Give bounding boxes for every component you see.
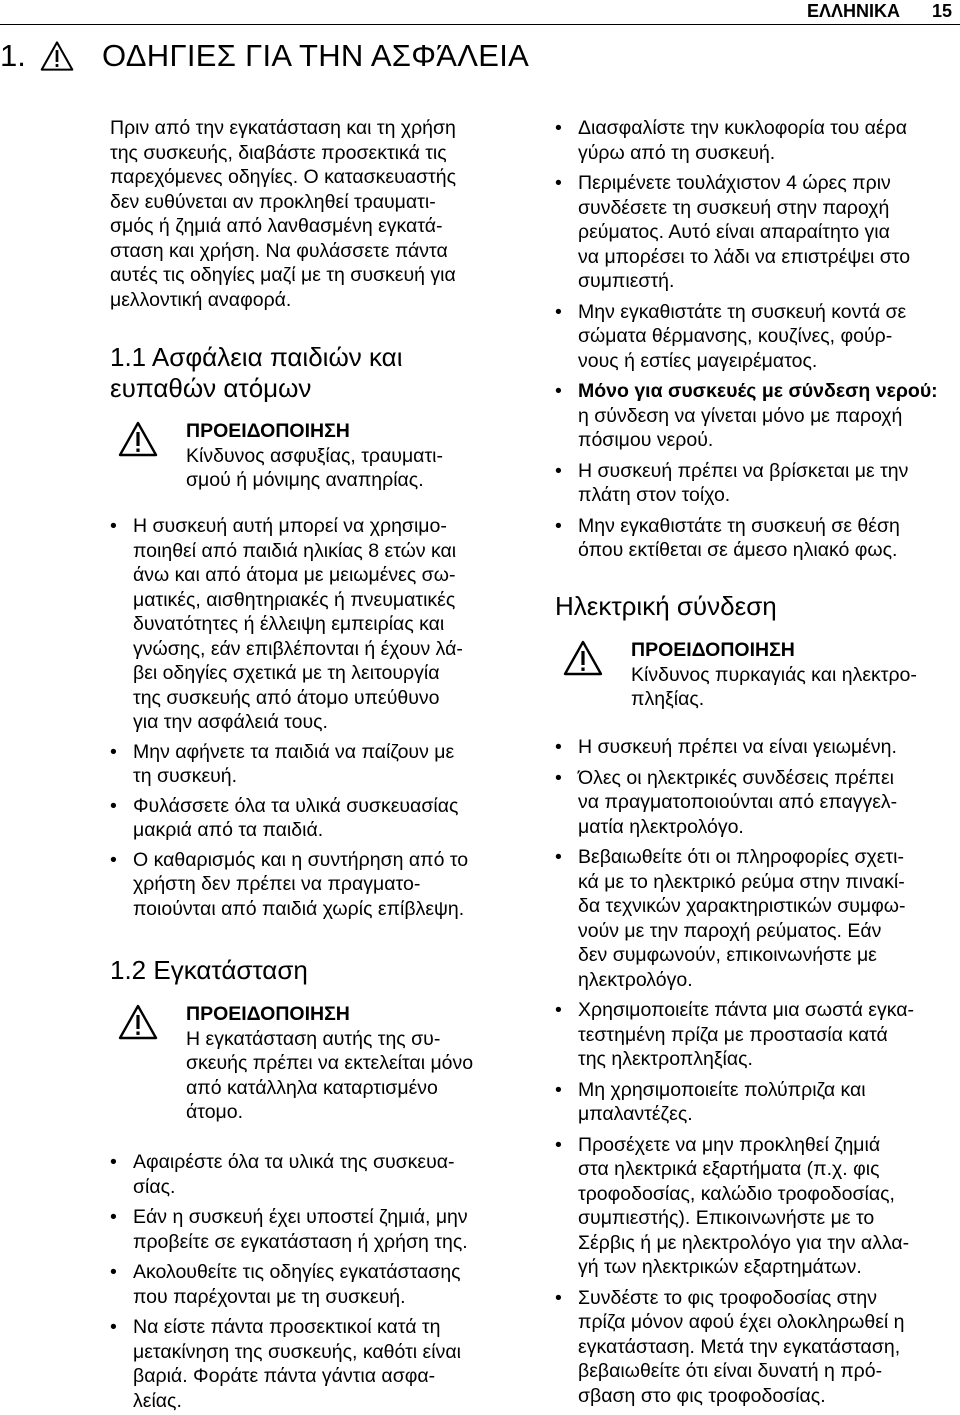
list-item (555, 379, 960, 453)
list-item (555, 1078, 960, 1127)
list-item-line: • Φυλάσσετε όλα τα υλικά συσκευασίας (133, 794, 459, 817)
list-item-line: που παρέχονται με τη συσκευή. (133, 1285, 406, 1308)
list-item-line: ματία ηλεκτρολόγο. (578, 815, 744, 838)
list-item-line: προβείτε σε εγκατάσταση ή χρήση της. (133, 1230, 468, 1253)
list-item-line: • Μην εγκαθιστάτε τη συσκευή κοντά σε (578, 300, 907, 323)
page-number: 15 (924, 1, 952, 22)
electrical-bullet-list (555, 735, 960, 1408)
intro-line: σταση και χρήση. Να φυλάσσετε πάντα (110, 239, 448, 262)
list-item-line: σώματα θέρμανσης, κουζίνες, φούρ- (578, 325, 893, 347)
list-item-line: να μπορέσει το λάδι να επιστρέψει στο (578, 245, 911, 268)
list-item-line: ποιηθεί από παιδιά ηλικίας 8 ετών και (133, 539, 457, 562)
list-item-line: σίας. (133, 1175, 176, 1198)
list-item-line: ματικές, αισθητηριακές ή πνευματικές (133, 588, 456, 611)
list-item (555, 514, 960, 563)
list-item-line: • Βεβαιωθείτε ότι οι πληροφορίες σχετι- (578, 846, 904, 868)
list-item-line: • Να είστε πάντα προσεκτικοί κατά τη (133, 1316, 441, 1338)
warning-line: σκευής πρέπει να εκτελείται μόνο (186, 1052, 474, 1074)
list-item-line: • Η συσκευή πρέπει να είναι γειωμένη. (578, 736, 897, 758)
warning-line: Κίνδυνος ασφυξίας, τραυματι- (186, 444, 443, 467)
warning-line: από κατάλληλα καταρτισμένο (186, 1076, 438, 1099)
list-item (555, 459, 960, 508)
children-bullet-list (110, 514, 530, 921)
list-item (110, 794, 530, 843)
warning-title: ΠΡΟΕΙΔΟΠΟΙΗΣΗ (186, 1003, 350, 1025)
intro-line: δεν ευθύνεται αν προκληθεί τραυματι- (110, 190, 436, 213)
chapter-title: ΟΔΗΓΙΕΣ ΓΙΑ ΤΗΝ ΑΣΦΆΛΕΙΑ (102, 38, 530, 73)
header-language: ΕΛΛΗΝΙΚΑ (799, 1, 900, 22)
warning-box-children (110, 419, 586, 493)
list-item-line: πρίζα μόνον αφού έχει ολοκληρωθεί η (578, 1311, 905, 1333)
list-item-line: δυνατότητες ή έλλειψη εμπειρίας και (133, 613, 445, 635)
list-item-line: η σύνδεση να γίνεται μόνο με παροχή (578, 404, 903, 427)
warning-title: ΠΡΟΕΙΔΟΠΟΙΗΣΗ (186, 420, 350, 442)
warning-line: Η εγκατάσταση αυτής της συ- (186, 1027, 441, 1050)
list-item (555, 735, 960, 760)
list-item-line: • Συνδέστε το φις τροφοδοσίας στην (578, 1286, 877, 1309)
list-item-line: συμπιεστή. (578, 270, 675, 292)
list-item (555, 171, 960, 294)
list-item-line: • Περιμένετε τουλάχιστον 4 ώρες πριν (578, 172, 891, 194)
page-header (0, 0, 960, 40)
list-item-line: βαριά. Φοράτε πάντα γάντια ασφα- (133, 1365, 436, 1387)
list-item-line: • Ο καθαρισμός και η συντήρηση από το (133, 848, 469, 871)
list-item (110, 1150, 530, 1199)
list-item-line: σβαση στο φις τροφοδοσίας. (578, 1384, 826, 1407)
list-item (555, 300, 960, 374)
list-item-line: δεν συμφωνούν, επικοινωνήστε με (578, 944, 877, 966)
list-item-line: • Εάν η συσκευή έχει υποστεί ζημιά, μην (133, 1206, 468, 1228)
installation-bullet-list-continued (555, 116, 960, 563)
section-title-line: 1.1 Ασφάλεια παιδιών και (110, 342, 403, 372)
warning-box-installation (110, 1002, 586, 1125)
list-item-line: τη συσκευή. (133, 765, 238, 787)
list-item-line: γή των ηλεκτρικών εξαρτημάτων. (578, 1256, 862, 1278)
intro-line: αυτές τις οδηγίες μαζί με τη συσκευή για (110, 264, 456, 286)
list-item (555, 845, 960, 992)
list-item-line: ποιούνται από παιδιά χωρίς επίβλεψη. (133, 897, 465, 920)
list-item-line: • Αφαιρέστε όλα τα υλικά της συσκευα- (133, 1151, 455, 1173)
warning-line: πληξίας. (631, 688, 705, 710)
list-item (110, 848, 530, 922)
warning-triangle-icon (118, 1004, 158, 1040)
list-item (555, 998, 960, 1072)
warning-line: σμού ή μόνιμης αναπηρίας. (186, 469, 424, 491)
list-item-line: εγκατάσταση. Μετά την εγκατάσταση, (578, 1335, 901, 1358)
intro-line: μελλοντική αναφορά. (110, 288, 292, 311)
warning-line: άτομο. (186, 1101, 244, 1123)
list-item (110, 1315, 530, 1413)
list-item-line: • Η συσκευή πρέπει να βρίσκεται με την (578, 459, 909, 482)
list-item (110, 1260, 530, 1309)
water-connection-label: • Μόνο για συσκευές με σύνδεση νερού: (578, 380, 938, 402)
list-item-line: δα τεχνικών χαρακτηριστικών συμφω- (578, 895, 906, 917)
list-item-line: Σέρβις ή με ηλεκτρολόγο για την αλλα- (578, 1231, 910, 1254)
list-item-line: • Μην αφήνετε τα παιδιά να παίζουν με (133, 740, 455, 763)
warning-triangle-icon (118, 421, 158, 457)
list-item-line: • Προσέχετε να μην προκληθεί ζημιά (578, 1133, 881, 1156)
list-item-line: στα ηλεκτρικά εξαρτήματα (π.χ. φις (578, 1158, 880, 1180)
list-item-line: για την ασφάλειά τους. (133, 711, 328, 733)
list-item (555, 766, 960, 840)
list-item-line: • Όλες οι ηλεκτρικές συνδέσεις πρέπει (578, 766, 894, 789)
list-item-line: • Μην εγκαθιστάτε τη συσκευή σε θέση (578, 514, 900, 537)
warning-line: Κίνδυνος πυρκαγιάς και ηλεκτρο- (631, 663, 917, 686)
list-item (555, 1286, 960, 1409)
list-item-line: ρεύματος. Αυτό είναι απαραίτητο για (578, 221, 890, 243)
list-item-line: νούν με την παροχή ρεύματος. Εάν (578, 919, 882, 942)
installation-bullet-list (110, 1150, 530, 1413)
list-item-line: κά με το ηλεκτρικό ρεύμα στην πινακί- (578, 870, 905, 893)
list-item-line: βεβαιωθείτε ότι είναι δυνατή η πρό- (578, 1360, 883, 1382)
list-item-line: τροφοδοσίας, καλώδιο τροφοδοσίας, (578, 1182, 895, 1205)
list-item-line: γύρω από τη συσκευή. (578, 141, 776, 164)
chapter-number: 1. (0, 38, 26, 73)
list-item-line: της ηλεκτροπληξίας. (578, 1048, 753, 1070)
list-item-line: μετακίνηση της συσκευής, καθότι είναι (133, 1340, 461, 1363)
intro-line: Πριν από την εγκατάσταση και τη χρήση (110, 117, 456, 139)
intro-line: παρεχόμενες οδηγίες. Ο κατασκευαστής (110, 166, 457, 188)
list-item (110, 1205, 530, 1254)
list-item-line: όπου εκτίθεται σε άμεσο ηλιακό φως. (578, 539, 898, 561)
list-item-line: • Η συσκευή αυτή μπορεί να χρησιμο- (133, 515, 447, 537)
list-item-line: συμπιεστής). Επικοινωνήστε με το (578, 1207, 875, 1229)
list-item-line: πόσιμου νερού. (578, 429, 714, 451)
list-item-line: βει οδηγίες σχετικά με τη λειτουργία (133, 662, 440, 684)
warning-box-electrical (555, 638, 960, 712)
list-item-line: • Διασφαλίστε την κυκλοφορία του αέρα (578, 117, 907, 139)
list-item-line: • Μη χρησιμοποιείτε πολύπριζα και (578, 1078, 866, 1101)
chapter-heading (0, 36, 529, 76)
list-item-line: χρήστη δεν πρέπει να πραγματο- (133, 873, 421, 895)
list-item (555, 116, 960, 165)
warning-triangle-icon (563, 640, 603, 676)
electrical-section-title: Ηλεκτρική σύνδεση (555, 591, 777, 621)
list-item (110, 740, 530, 789)
intro-line: της συσκευής, διαβάστε προσεκτικά τις (110, 141, 447, 164)
list-item-line: • Χρησιμοποιείτε πάντα μια σωστά εγκα- (578, 999, 915, 1021)
list-item-line: συνδέσετε τη συσκευή στην παροχή (578, 196, 890, 219)
list-item-line: μακριά από τα παιδιά. (133, 819, 324, 841)
list-item (110, 514, 530, 735)
list-item-line: μπαλαντέζες. (578, 1103, 693, 1125)
list-item-line: λείας. (133, 1389, 182, 1412)
list-item-line: πλάτη στον τοίχο. (578, 484, 731, 506)
section-1-2-title: 1.2 Εγκατάσταση (110, 955, 308, 985)
list-item-line: να πραγματοποιούνται από επαγγελ- (578, 791, 898, 813)
list-item-line: της συσκευής από άτομο υπεύθυνο (133, 686, 440, 709)
intro-paragraph (110, 116, 530, 312)
list-item-line: νους ή εστίες μαγειρέματος. (578, 349, 818, 372)
section-title-line: ευπαθών ατόμων (110, 373, 312, 403)
list-item-line: άνω και από άτομα με μειωμένες σω- (133, 564, 456, 586)
intro-line: σμός ή ζημιά από λανθασμένη εγκατά- (110, 215, 443, 237)
list-item-line: γνώσης, εάν επιβλέπονται ή έχουν λά- (133, 637, 463, 660)
header-rule (0, 24, 960, 25)
list-item-line: ηλεκτρολόγο. (578, 968, 693, 991)
list-item-line: • Ακολουθείτε τις οδηγίες εγκατάστασης (133, 1261, 461, 1283)
warning-triangle-icon (40, 39, 74, 73)
list-item (555, 1133, 960, 1280)
warning-title: ΠΡΟΕΙΔΟΠΟΙΗΣΗ (631, 639, 795, 661)
section-1-1-heading (110, 342, 402, 404)
list-item-line: τεστημένη πρίζα με προστασία κατά (578, 1023, 888, 1046)
